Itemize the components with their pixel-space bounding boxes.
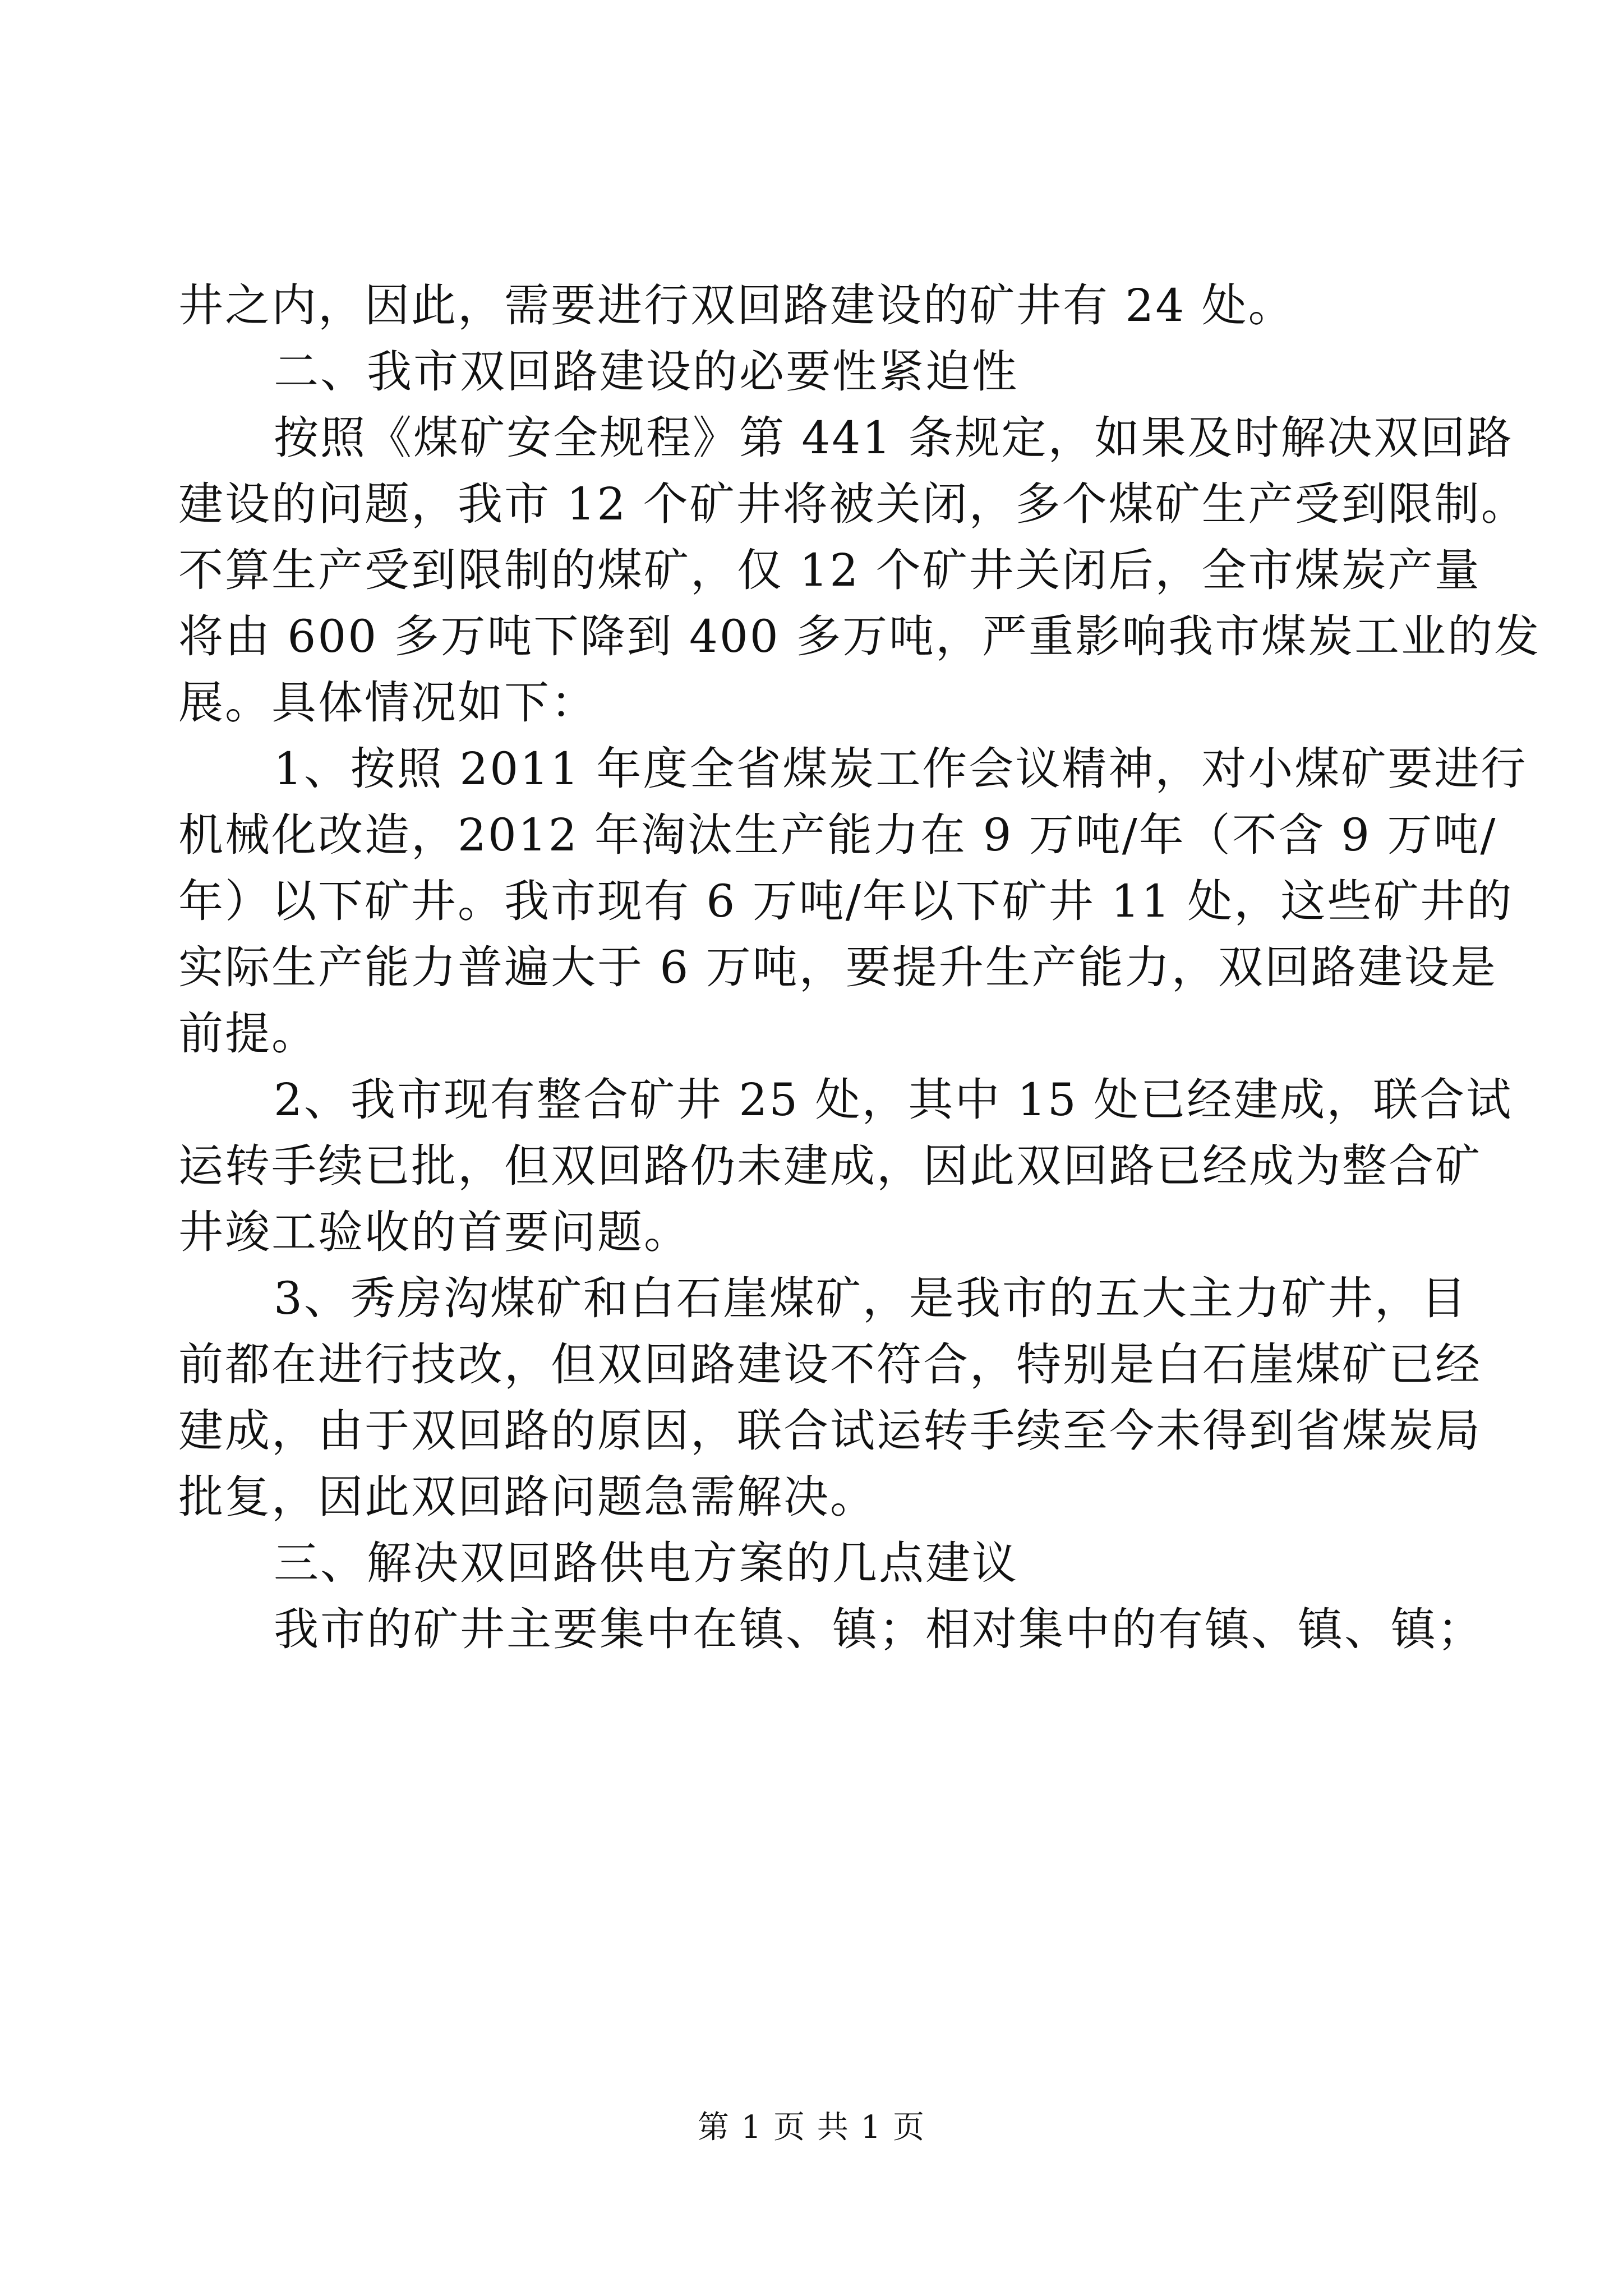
text-line: 前提。	[178, 1007, 318, 1060]
text-line: 我市的矿井主要集中在镇、镇；相对集中的有镇、镇、镇；	[274, 1603, 1484, 1655]
text-line: 1、按照 2011 年度全省煤炭工作会议精神，对小煤矿要进行	[274, 743, 1528, 795]
text-line: 将由 600 多万吨下降到 400 多万吨，严重影响我市煤炭工业的发	[178, 610, 1541, 662]
text-line: 2、我市现有整合矿井 25 处，其中 15 处已经建成，联合试	[274, 1074, 1513, 1126]
text-line: 不算生产受到限制的煤矿，仅 12 个矿井关闭后，全市煤炭产量	[178, 544, 1481, 596]
text-line: 建设的问题，我市 12 个矿井将被关闭，多个煤矿生产受到限制。	[178, 478, 1528, 530]
text-line: 井之内，因此，需要进行双回路建设的矿井有 24 处。	[178, 279, 1295, 332]
text-line: 建成，由于双回路的原因，联合试运转手续至今未得到省煤炭局	[178, 1405, 1482, 1457]
text-line: 按照《煤矿安全规程》第 441 条规定，如果及时解决双回路	[274, 412, 1514, 464]
text-line: 二、我市双回路建设的必要性紧迫性	[274, 346, 1018, 398]
text-line: 三、解决双回路供电方案的几点建议	[274, 1537, 1018, 1589]
text-line: 实际生产能力普遍大于 6 万吨，要提升生产能力，双回路建设是	[178, 941, 1497, 993]
page-footer: 第 1 页 共 1 页	[697, 2109, 926, 2146]
body-text	[178, 273, 1541, 1663]
text-line: 年）以下矿井。我市现有 6 万吨/年以下矿井 11 处，这些矿井的	[178, 875, 1514, 927]
text-line: 批复，因此双回路问题急需解决。	[178, 1471, 877, 1523]
text-line: 前都在进行技改，但双回路建设不符合，特别是白石崖煤矿已经	[178, 1338, 1482, 1391]
text-line: 3、秀房沟煤矿和白石崖煤矿，是我市的五大主力矿井，目	[274, 1272, 1468, 1324]
text-line: 井竣工验收的首要问题。	[178, 1206, 690, 1258]
text-line: 运转手续已批，但双回路仍未建成，因此双回路已经成为整合矿	[178, 1140, 1482, 1192]
text-line: 机械化改造，2012 年淘汰生产能力在 9 万吨/年（不含 9 万吨/	[178, 809, 1497, 861]
text-line: 展。具体情况如下：	[178, 677, 597, 729]
